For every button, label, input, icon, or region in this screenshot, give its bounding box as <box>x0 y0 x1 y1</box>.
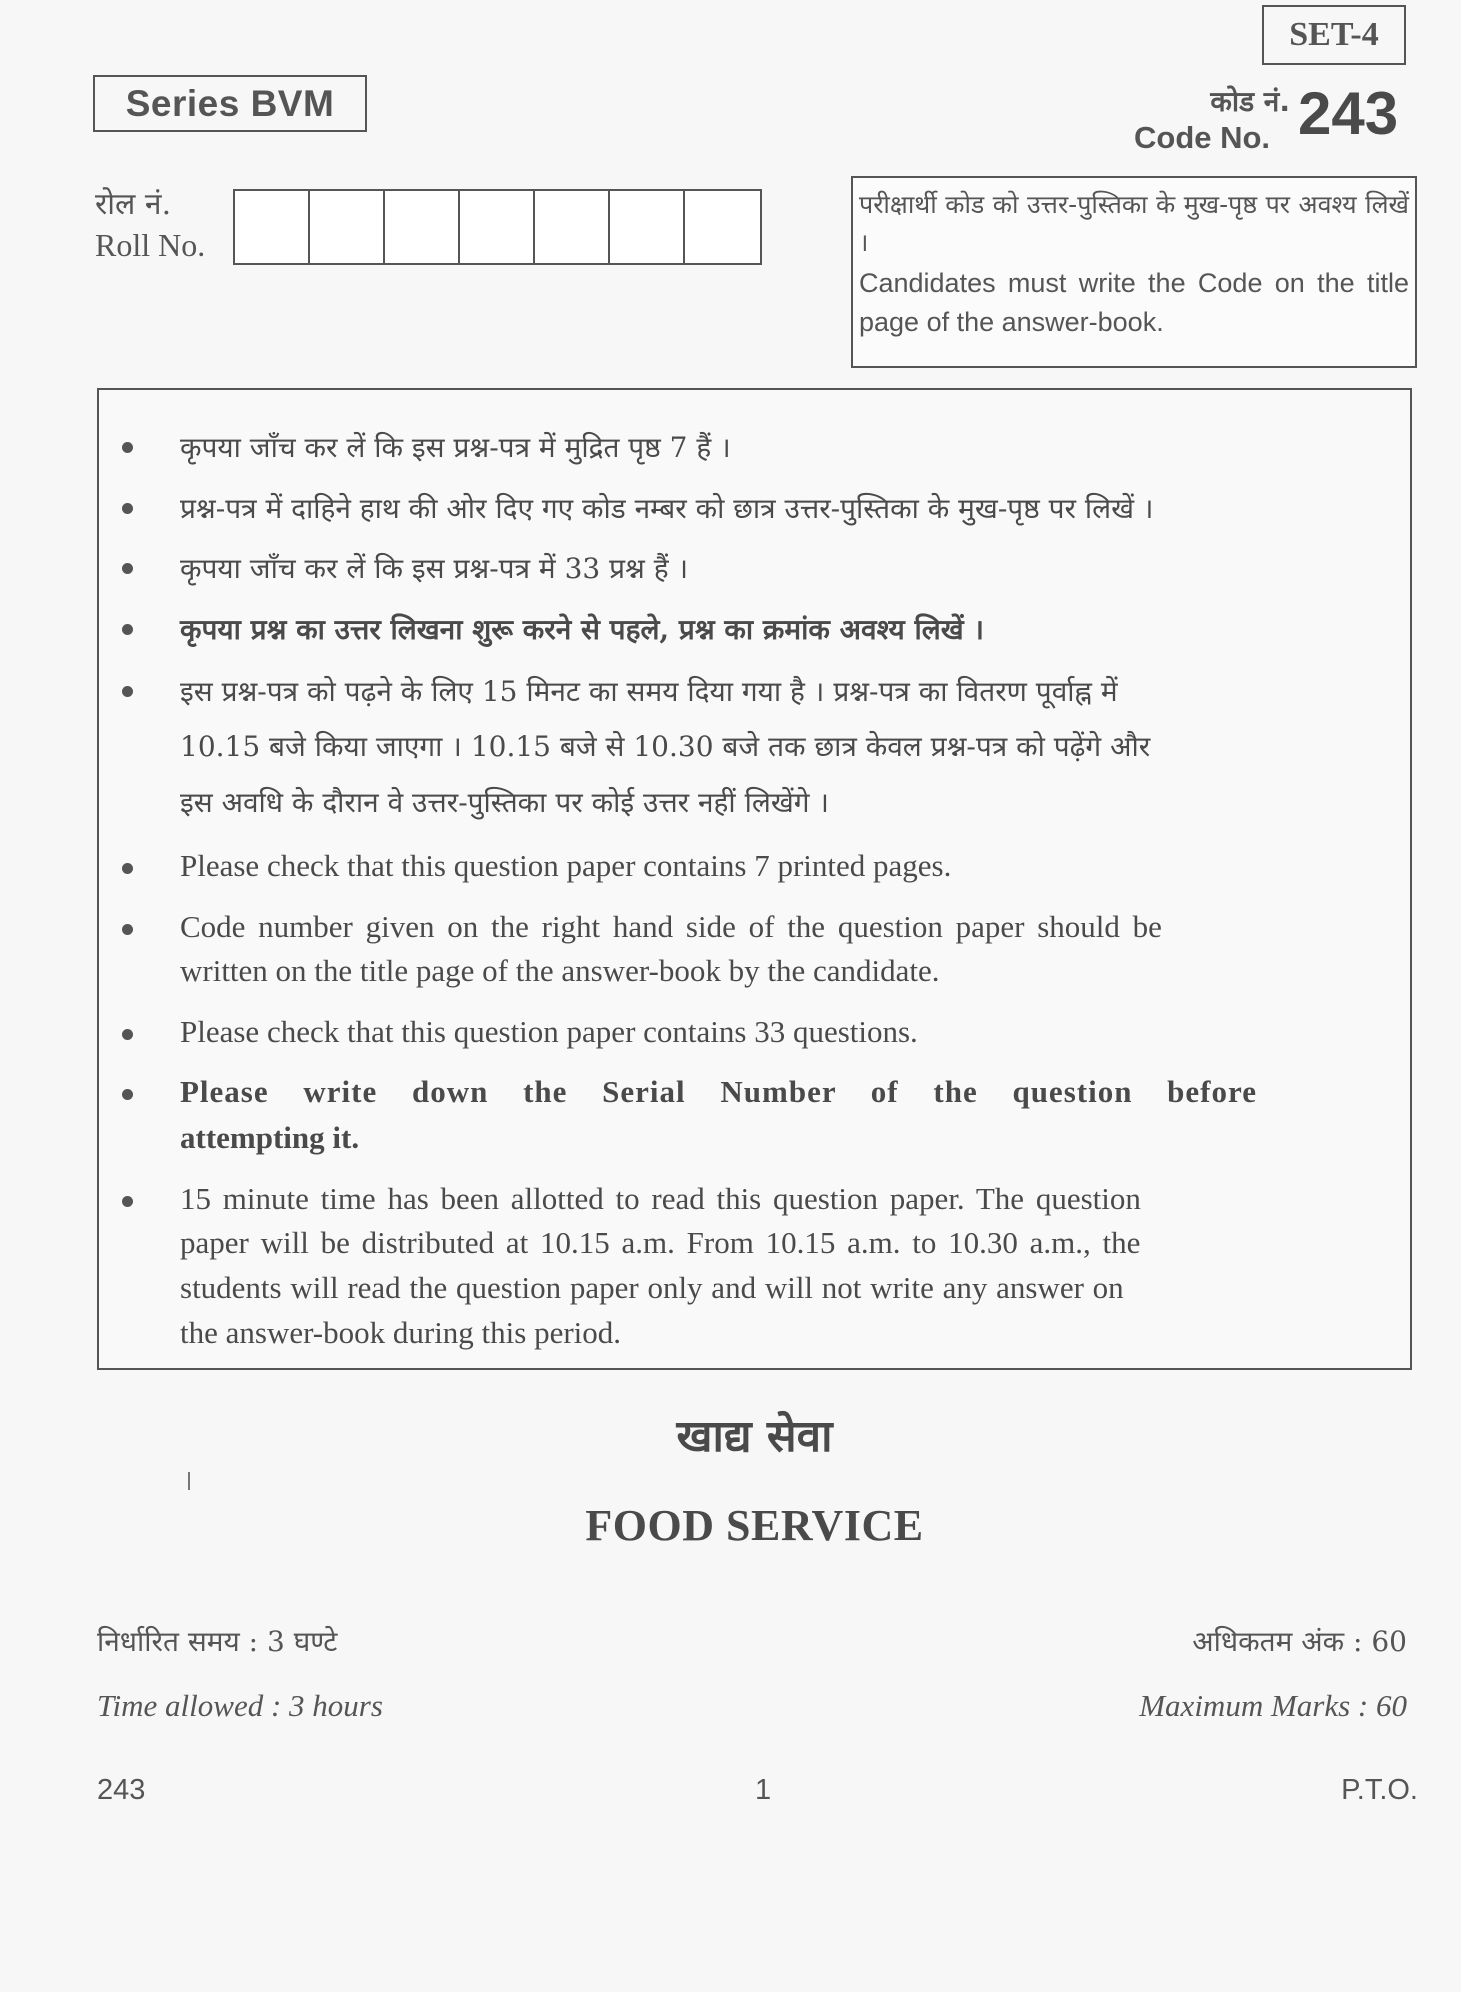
subject-title-english: FOOD SERVICE <box>585 1501 924 1550</box>
roll-digit-box-7[interactable] <box>685 191 760 263</box>
roll-digit-box-4[interactable] <box>460 191 535 263</box>
series-label: Series BVM <box>125 82 335 124</box>
candidate-note-hindi: परीक्षार्थी कोड को उत्तर-पुस्तिका के मुख-पृष्ठ पर अवश्य लिखें । <box>859 190 1409 257</box>
bullet-icon <box>122 503 133 514</box>
roll-digit-box-1[interactable] <box>235 191 310 263</box>
bullet-icon <box>122 442 133 453</box>
page-number: 1 <box>755 1774 772 1806</box>
bullet-icon <box>122 863 133 874</box>
bullet-icon <box>122 1089 133 1100</box>
instruction-english-5-line-2: paper will be distributed at 10.15 a.m. From 10.15 a.m. to 10.30 a.m., the <box>180 1225 1141 1260</box>
bullet-icon <box>122 924 133 935</box>
instruction-hindi-4: कृपया प्रश्न का उत्तर लिखना शुरू करने से पहले, प्रश्न का क्रमांक अवश्य लिखें । <box>180 613 984 646</box>
bullet-icon <box>122 563 133 574</box>
instruction-english-5-line-1: 15 minute time has been allotted to read this question paper. The question <box>180 1181 1141 1216</box>
scan-mark <box>188 1472 190 1490</box>
roll-digit-box-2[interactable] <box>310 191 385 263</box>
time-allowed-hindi: निर्धारित समय : 3 घण्टे <box>97 1625 338 1658</box>
please-turn-over: P.T.O. <box>1341 1774 1418 1806</box>
bullet-icon <box>122 1196 133 1207</box>
candidate-note-english: Candidates must write the Code on the title page of the answer-book. <box>859 268 1409 337</box>
instruction-hindi-5-line-1: इस प्रश्न-पत्र को पढ़ने के लिए 15 मिनट का समय दिया गया है । प्रश्न-पत्र का वितरण पूर्वाह्न में <box>180 675 1118 708</box>
instruction-hindi-3: कृपया जाँच कर लें कि इस प्रश्न-पत्र में 33 प्रश्न हैं । <box>180 552 689 585</box>
roll-label-english: Roll No. <box>95 227 206 263</box>
code-number: 243 <box>1298 80 1399 147</box>
instruction-hindi-5-line-3: इस अवधि के दौरान वे उत्तर-पुस्तिका पर कोई उत्तर नहीं लिखेंगे । <box>180 786 829 819</box>
set-badge <box>1262 5 1406 65</box>
candidate-note-box <box>851 176 1417 368</box>
time-allowed-english: Time allowed : 3 hours <box>97 1688 383 1723</box>
roll-digit-box-3[interactable] <box>385 191 460 263</box>
instruction-english-1: Please check that this question paper contains 7 printed pages. <box>180 848 952 883</box>
roll-number-grid <box>233 189 762 265</box>
instruction-hindi-5-line-2: 10.15 बजे किया जाएगा । 10.15 बजे से 10.30 बजे तक छात्र केवल प्रश्न-पत्र को पढ़ेंगे और <box>180 730 1151 763</box>
footer-code: 243 <box>97 1774 146 1806</box>
roll-digit-box-6[interactable] <box>610 191 685 263</box>
instruction-english-2-line-2: written on the title page of the answer-book by the candidate. <box>180 953 940 988</box>
instruction-english-4-line-2: attempting it. <box>180 1120 360 1155</box>
instruction-hindi-1: कृपया जाँच कर लें कि इस प्रश्न-पत्र में मुद्रित पृष्ठ 7 हैं । <box>180 431 731 464</box>
subject-title-hindi: खाद्य सेवा <box>676 1411 833 1462</box>
roll-label-hindi: रोल नं. <box>95 187 172 222</box>
bullet-icon <box>122 686 133 697</box>
code-label-hindi: कोड नं. <box>1210 85 1290 118</box>
general-instructions-box <box>97 388 1412 1370</box>
maximum-marks-hindi: अधिकतम अंक : 60 <box>1192 1625 1407 1658</box>
instruction-english-5-line-3: students will read the question paper only and will not write any answer on <box>180 1270 1124 1305</box>
roll-digit-box-5[interactable] <box>535 191 610 263</box>
series-badge <box>93 75 367 132</box>
instruction-hindi-2: प्रश्न-पत्र में दाहिने हाथ की ओर दिए गए कोड नम्बर को छात्र उत्तर-पुस्तिका के मुख-पृष्ठ पर लिखें । <box>180 492 1154 525</box>
instruction-english-3: Please check that this question paper contains 33 questions. <box>180 1014 918 1049</box>
instruction-english-2-line-1: Code number given on the right hand side of the question paper should be <box>180 909 1162 944</box>
code-label-english: Code No. <box>1134 120 1271 155</box>
bullet-icon <box>122 624 133 635</box>
maximum-marks-english: Maximum Marks : 60 <box>1139 1688 1407 1723</box>
bullet-icon <box>122 1029 133 1040</box>
instruction-english-5-line-4: the answer-book during this period. <box>180 1315 622 1350</box>
instruction-english-4-line-1: Please write down the Serial Number of the question before <box>180 1074 1257 1109</box>
set-label: SET-4 <box>1289 16 1379 53</box>
